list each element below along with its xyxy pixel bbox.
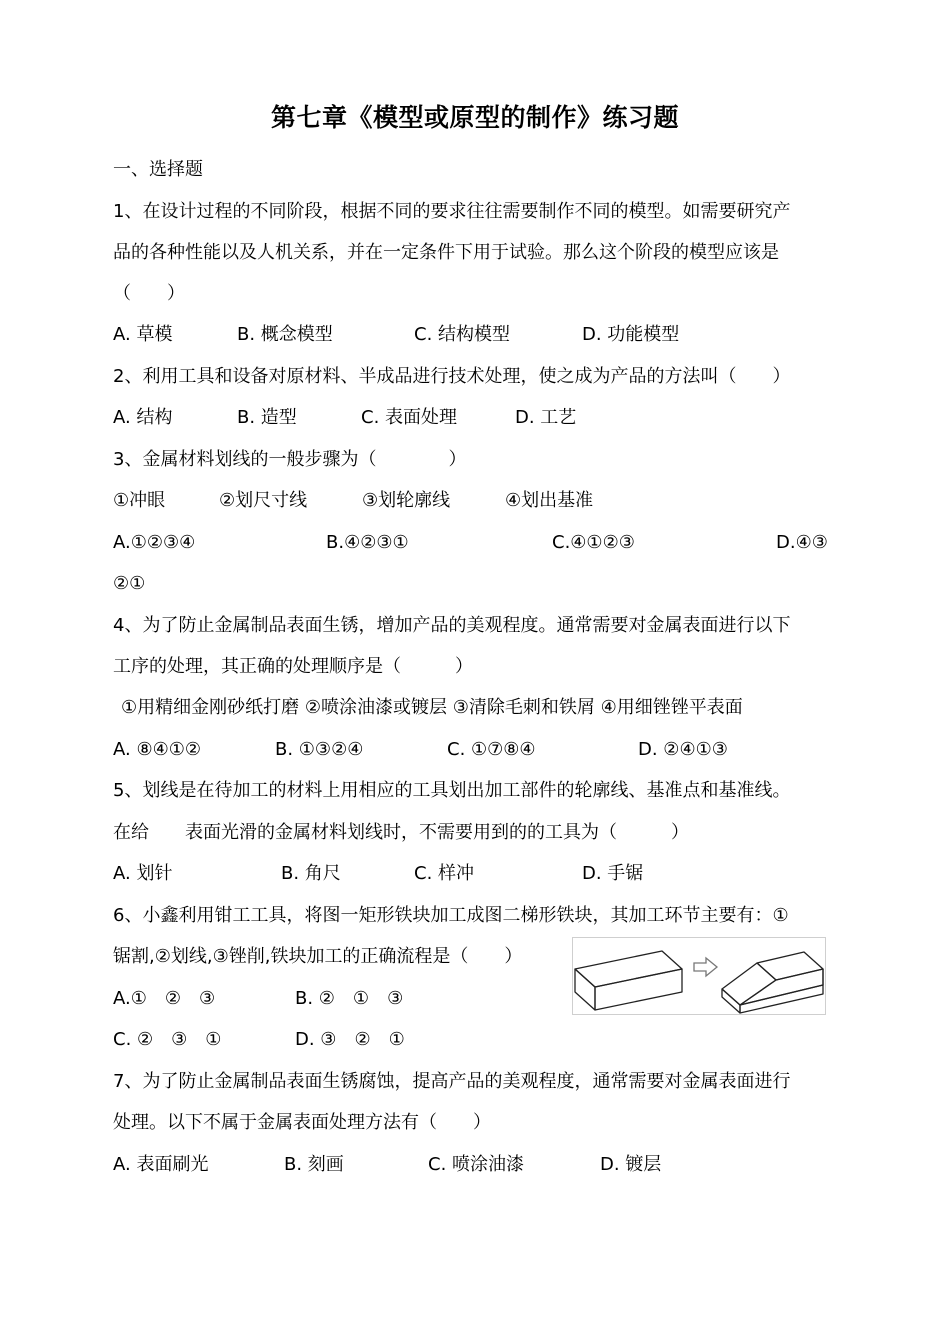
question-5-option-b: B. 角尺 (281, 863, 341, 884)
question-3-option-b: B.④②③① (326, 532, 409, 553)
question-4-steps: ①用精细金刚砂纸打磨 ②喷涂油漆或镀层 ③清除毛刺和铁屑 ④用细锉锉平表面 (121, 697, 743, 718)
question-5-option-c: C. 样冲 (414, 863, 475, 884)
question-4-option-a: A. ⑧④①② (113, 739, 201, 760)
question-6-text-line-2: 锯割,②划线,③锉削,铁块加工的正确流程是（ ） (113, 946, 523, 967)
question-2-option-a: A. 结构 (113, 407, 173, 428)
section-heading: 一、选择题 (113, 159, 203, 180)
question-1-option-a: A. 草模 (113, 324, 173, 345)
question-2-option-d: D. 工艺 (515, 407, 577, 428)
question-4-option-c: C. ①⑦⑧④ (447, 739, 536, 760)
question-7-option-c: C. 喷涂油漆 (428, 1154, 525, 1175)
question-5-option-d: D. 手锯 (582, 863, 644, 884)
question-5-option-a: A. 划针 (113, 863, 173, 884)
question-6-option-b: B. ② ① ③ (295, 988, 404, 1009)
question-1-option-d: D. 功能模型 (582, 324, 680, 345)
question-3-option-d-wrap: ②① (113, 573, 146, 594)
question-3-step-2: ②划尺寸线 (219, 490, 308, 511)
question-3-step-1: ①冲眼 (113, 490, 166, 511)
block-shaping-figure (572, 937, 826, 1015)
question-4-option-d: D. ②④①③ (638, 739, 728, 760)
question-3-text-line-1: 3、金属材料划线的一般步骤为（ ） (113, 449, 467, 470)
question-1-text-line-1: 1、在设计过程的不同阶段，根据不同的要求往往需要制作不同的模型。如需要研究产 (113, 201, 791, 222)
question-2-option-c: C. 表面处理 (361, 407, 458, 428)
question-4-option-b: B. ①③②④ (275, 739, 364, 760)
question-3-option-a: A.①②③④ (113, 532, 196, 553)
rectangular-block-drawing (575, 951, 682, 1010)
question-2-option-b: B. 造型 (237, 407, 297, 428)
question-2-text-line-1: 2、利用工具和设备对原材料、半成品进行技术处理，使之成为产品的方法叫（ ） (113, 366, 791, 387)
question-3-option-c: C.④①②③ (552, 532, 635, 553)
transform-arrow-icon (694, 958, 717, 976)
question-4-text-line-1: 4、为了防止金属制品表面生锈，增加产品的美观程度。通常需要对金属表面进行以下 (113, 615, 791, 636)
question-1-answer-blank: （ ） (113, 283, 185, 304)
question-4-text-line-2: 工序的处理，其正确的处理顺序是（ ） (113, 656, 473, 677)
page-title: 第七章《模型或原型的制作》练习题 (270, 103, 679, 132)
question-5-text-line-2: 在给 表面光滑的金属材料划线时，不需要用到的的工具为（ ） (113, 822, 689, 843)
question-6-text-line-1: 6、小鑫利用钳工工具，将图一矩形铁块加工成图二梯形铁块，其加工环节主要有：① (113, 905, 789, 926)
question-3-option-d: D.④③ (776, 532, 828, 553)
question-1-option-b: B. 概念模型 (237, 324, 333, 345)
question-6-option-c: C. ② ③ ① (113, 1029, 222, 1050)
question-6-option-d: D. ③ ② ① (295, 1029, 405, 1050)
question-3-step-3: ③划轮廓线 (362, 490, 451, 511)
question-1-text-line-2: 品的各种性能以及人机关系，并在一定条件下用于试验。那么这个阶段的模型应该是 (113, 242, 779, 263)
question-7-option-a: A. 表面刷光 (113, 1154, 209, 1175)
question-3-step-4: ④划出基准 (505, 490, 594, 511)
question-7-text-line-1: 7、为了防止金属制品表面生锈腐蚀，提高产品的美观程度，通常需要对金属表面进行 (113, 1071, 791, 1092)
question-7-text-line-2: 处理。以下不属于金属表面处理方法有（ ） (113, 1112, 491, 1133)
question-1-option-c: C. 结构模型 (414, 324, 511, 345)
question-7-option-d: D. 镀层 (600, 1154, 662, 1175)
trapezoid-block-drawing (722, 952, 823, 1013)
question-6-option-a: A.① ② ③ (113, 988, 216, 1009)
question-7-option-b: B. 刻画 (284, 1154, 344, 1175)
question-5-text-line-1: 5、划线是在待加工的材料上用相应的工具划出加工部件的轮廓线、基准点和基准线。 (113, 780, 791, 801)
